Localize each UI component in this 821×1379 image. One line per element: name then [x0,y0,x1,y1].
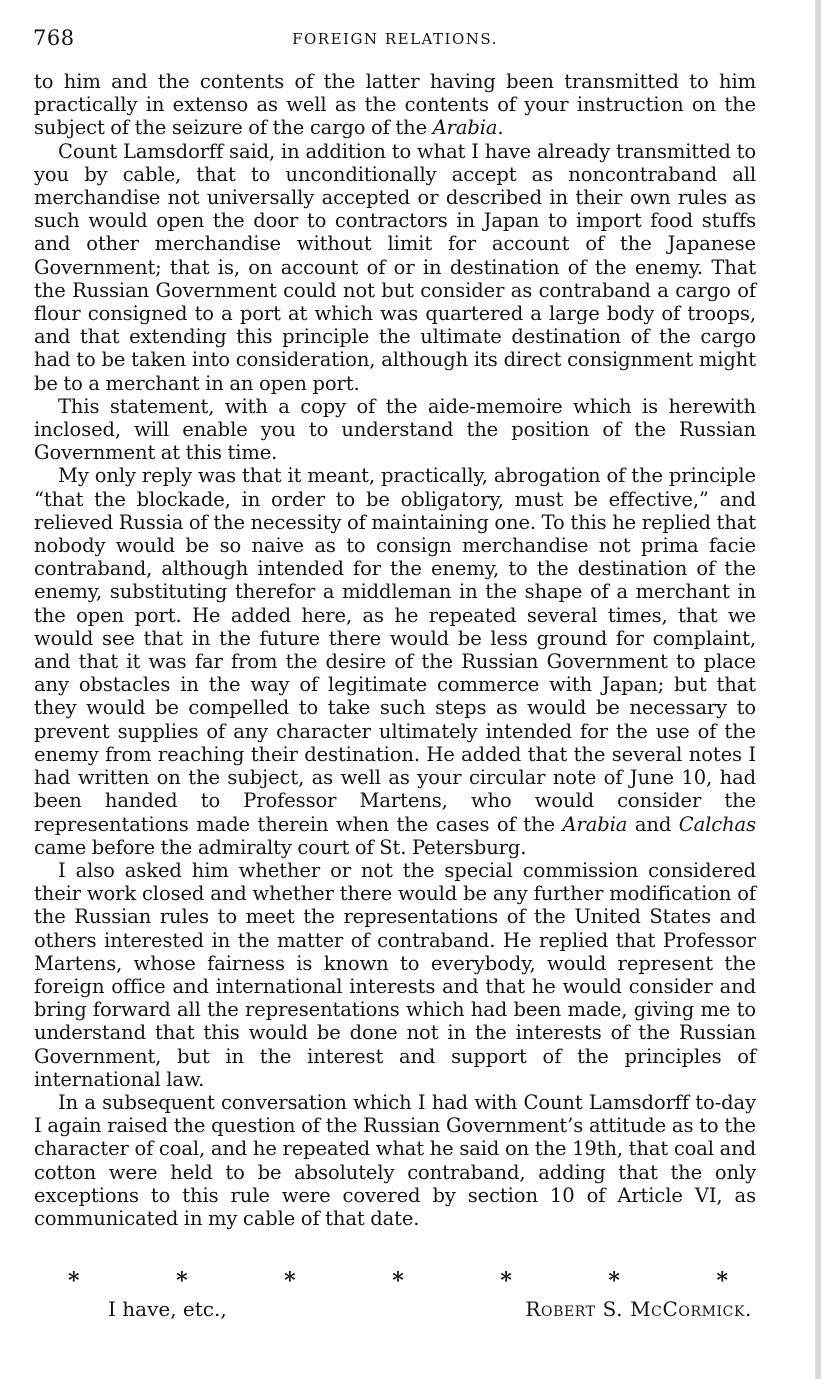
page-header [33,26,757,56]
page-number: 768 [33,26,75,50]
paragraph-6: In a subsequent conversation which I had with Count Lamsdorff to-day I again raised the question of the Russian Government’s attitude as to the character of coal, and he repeated what he said on the 19th, that coal and cotton were held to be absolutely contraband, adding that the only exceptions to this rule were covered by section 10 of Article VI, as communicated in my cable of that date. [34,1090,756,1230]
salutation: I have, etc., [108,1297,227,1321]
paragraph-1: to him and the contents of the latter having been transmitted to him practically in extenso as well as the contents of your instruction on the subject of the seizure of the cargo of the Arabia. [34,70,756,140]
paragraph-4: My only reply was that it meant, practically, abrogation of the principle “that the blockade, in order to be obligatory, must be effective,” and relieved Russia of the necessity of maintaining one. To this he replied that nobody would be so naive as to consign merchandise not prima facie contraband, although intended for the enemy, to the destination of the enemy, substituting therefor a middleman in the shape of a merchant in the open port. He added here, as he repeated several times, that we would see that in the future there would be less ground for complaint, and that it was far from the desire of the Russian Government to place any obstacles in the way of legitimate commerce with Japan; but that they would be compelled to take such steps as would be necessary to prevent supplies of any character ultimately intended for the use of the enemy from reaching their destination. He added that the several notes I had written on the subject, as well as your circular note of June 10, had been handed to Professor Martens, who would consider the representations made therein when the cases of the Arabia and Calchas came before the admiralty court of St. Petersburg. [34,464,756,859]
star: * [176,1268,188,1294]
star: * [608,1268,620,1294]
star: * [392,1268,404,1294]
signature: Robert S. McCormick. [525,1297,752,1321]
star: * [500,1268,512,1294]
star: * [68,1268,80,1294]
ship-name: Arabia [432,116,498,140]
running-head: FOREIGN RELATIONS. [292,30,498,48]
body-text [34,70,756,1230]
closing [34,1297,756,1327]
paragraph-3: This statement, with a copy of the aide-memoire which is herewith inclosed, will enable you to understand the position of the Russian Government at this time. [34,394,756,465]
ship-name: Calchas [678,812,756,836]
star: * [284,1268,296,1294]
star: * [716,1268,728,1294]
page-edge [815,0,821,1379]
ship-name: Arabia [562,812,628,836]
paragraph-2: Count Lamsdorff said, in addition to what I have already transmitted to you by cable, that to unconditionally accept as noncontraband all merchandise not universally accepted or described in their own rules as such would open the door to contractors in Japan to import food stuffs and other merchandise without limit for account of the Japanese Government; that is, on account of or in destination of the enemy. That the Russian Government could not but consider as contraband a cargo of flour consigned to a port at which was quartered a large body of troops, and that extending this principle the ultimate destination of the cargo had to be taken into consideration, although its direct consignment might be to a merchant in an open port. [34,139,756,395]
paragraph-5: I also asked him whether or not the special commission considered their work closed and whether there would be any further modification of the Russian rules to meet the representations of the United States and others interested in the matter of contraband. He replied that Professor Martens, whose fairness is known to everybody, would represent the foreign office and international interests and that he would consider and bring forward all the representations which had been made, giving me to understand that this would be done not in the interests of the Russian Government, but in the interest and support of the principles of international law. [34,858,756,1091]
ellipsis-stars [68,1268,728,1294]
